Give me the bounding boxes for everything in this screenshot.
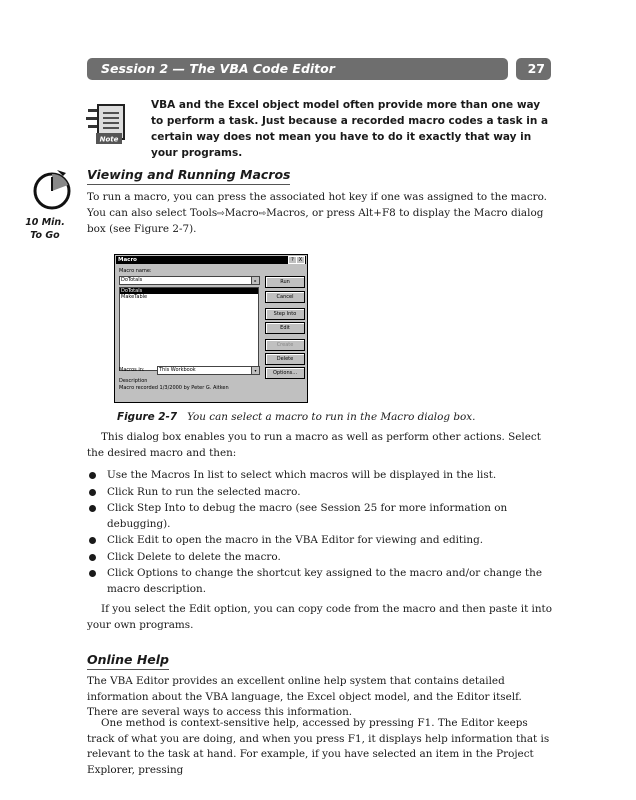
chevron-down-icon: ▾ bbox=[251, 367, 259, 374]
bullet-text: Use the Macros In list to select which macros will be displayed in the list. bbox=[107, 469, 497, 481]
figure-caption-text: You can select a macro to run in the Macro dialog box. bbox=[187, 411, 476, 423]
time-to-go-label: To Go bbox=[30, 230, 60, 241]
time-minutes: 10 Min. bbox=[25, 217, 65, 228]
bullet-text: Click Edit to open the macro in the VBA Editor for viewing and editing. bbox=[107, 534, 484, 546]
menu-arrow-icon: ⇨ bbox=[258, 208, 267, 219]
edit-button: Edit bbox=[265, 322, 305, 334]
list-item bbox=[87, 501, 552, 532]
figure-label: Figure 2-7 bbox=[117, 411, 178, 423]
macro-name-label: Macro name: bbox=[119, 268, 152, 274]
online-help-paragraph-2: One method is context-sensitive help, accessed by pressing F1. The Editor keeps track of what you are doing, and when you press F1, it displays help information that is relevant to the task at hand. For example, if you have selected an item in the Project Explorer, pressing bbox=[87, 717, 550, 776]
intro-paragraph bbox=[87, 190, 552, 238]
options-button: Options... bbox=[265, 367, 305, 379]
close-button: X bbox=[296, 256, 305, 264]
bullet-icon bbox=[89, 554, 96, 561]
dialog-title: Macro bbox=[116, 256, 306, 264]
description-label: Description bbox=[119, 378, 148, 384]
menu-arrow-icon: ⇨ bbox=[217, 208, 225, 219]
bullet-text: Click Step Into to debug the macro (see Session 25 for more information on debugging). bbox=[107, 502, 508, 530]
list-item bbox=[87, 550, 552, 566]
intro-before: To run a macro, you can press the associated hot key if one was assigned to the macro. You can also select Tools bbox=[87, 191, 547, 219]
header-title: Session 2 — The VBA Code Editor bbox=[101, 61, 335, 76]
online-help-paragraph-1: The VBA Editor provides an excellent online help system that contains detailed information about the VBA language, the Excel object model, and the Editor itself. There are several ways to access this information. bbox=[87, 675, 522, 718]
time-to-go bbox=[16, 216, 74, 242]
bullet-icon bbox=[89, 505, 96, 512]
intro-middle: Macros, or press Alt+F8 to display the Macro dialog box (see Figure 2-7). bbox=[87, 206, 544, 235]
description-value: Macro recorded 1/3/2000 by Peter G. Aitken bbox=[119, 385, 229, 391]
section-heading-online-help: Online Help bbox=[87, 652, 169, 670]
bullet-icon bbox=[89, 570, 96, 577]
page-number: 27 bbox=[527, 61, 545, 76]
bullet-icon bbox=[89, 472, 96, 479]
running-header bbox=[87, 58, 508, 80]
stopwatch-icon bbox=[32, 167, 74, 211]
cancel-button: Cancel bbox=[265, 291, 305, 303]
delete-button: Delete bbox=[265, 353, 305, 365]
macro-dialog-figure bbox=[114, 254, 308, 403]
list-item: MakeTable bbox=[121, 294, 148, 300]
run-button: Run bbox=[265, 276, 305, 288]
note-text: VBA and the Excel object model often provide more than one way to perform a task. Just because a recorded macro codes a task in a certain way does not mean you have to do it exactly that way in your programs. bbox=[151, 99, 549, 159]
bullet-text: Click Run to run the selected macro. bbox=[107, 485, 301, 498]
step-into-button: Step Into bbox=[265, 308, 305, 320]
closing-paragraph: If you select the Edit option, you can copy code from the macro and then paste it into your own programs. bbox=[87, 603, 552, 631]
macro-name-value: DoTotals bbox=[121, 277, 143, 283]
after-figure-paragraph: This dialog box enables you to run a macro as well as perform other actions. Select the desired macro and then: bbox=[87, 431, 541, 459]
macro-name-input bbox=[119, 276, 260, 285]
macro-list bbox=[119, 287, 259, 371]
bullet-text: Click Options to change the shortcut key assigned to the macro and/or change the macro description. bbox=[107, 567, 543, 595]
figure-caption bbox=[117, 411, 475, 423]
page-number-box bbox=[516, 58, 551, 80]
menu-macro: Macro bbox=[224, 206, 259, 219]
list-item bbox=[87, 533, 552, 549]
macros-in-label: Macros in: bbox=[119, 367, 145, 373]
section-heading-viewing: Viewing and Running Macros bbox=[87, 167, 290, 185]
macros-in-value: This Workbook bbox=[159, 367, 196, 373]
bullet-icon bbox=[89, 537, 96, 544]
note-icon bbox=[86, 103, 132, 145]
list-item bbox=[87, 468, 552, 484]
action-list bbox=[87, 468, 552, 598]
list-item bbox=[87, 485, 552, 501]
bullet-icon bbox=[89, 489, 96, 496]
bullet-text: Click Delete to delete the macro. bbox=[107, 550, 281, 563]
create-button: Create bbox=[265, 339, 305, 351]
note-icon-label: Note bbox=[99, 135, 119, 144]
macro-name-arrow-icon: ▸ bbox=[251, 277, 259, 284]
list-item bbox=[87, 566, 552, 597]
list-item: DoTotals bbox=[120, 288, 258, 294]
macros-in-select bbox=[157, 366, 260, 375]
help-button: ? bbox=[288, 256, 297, 264]
